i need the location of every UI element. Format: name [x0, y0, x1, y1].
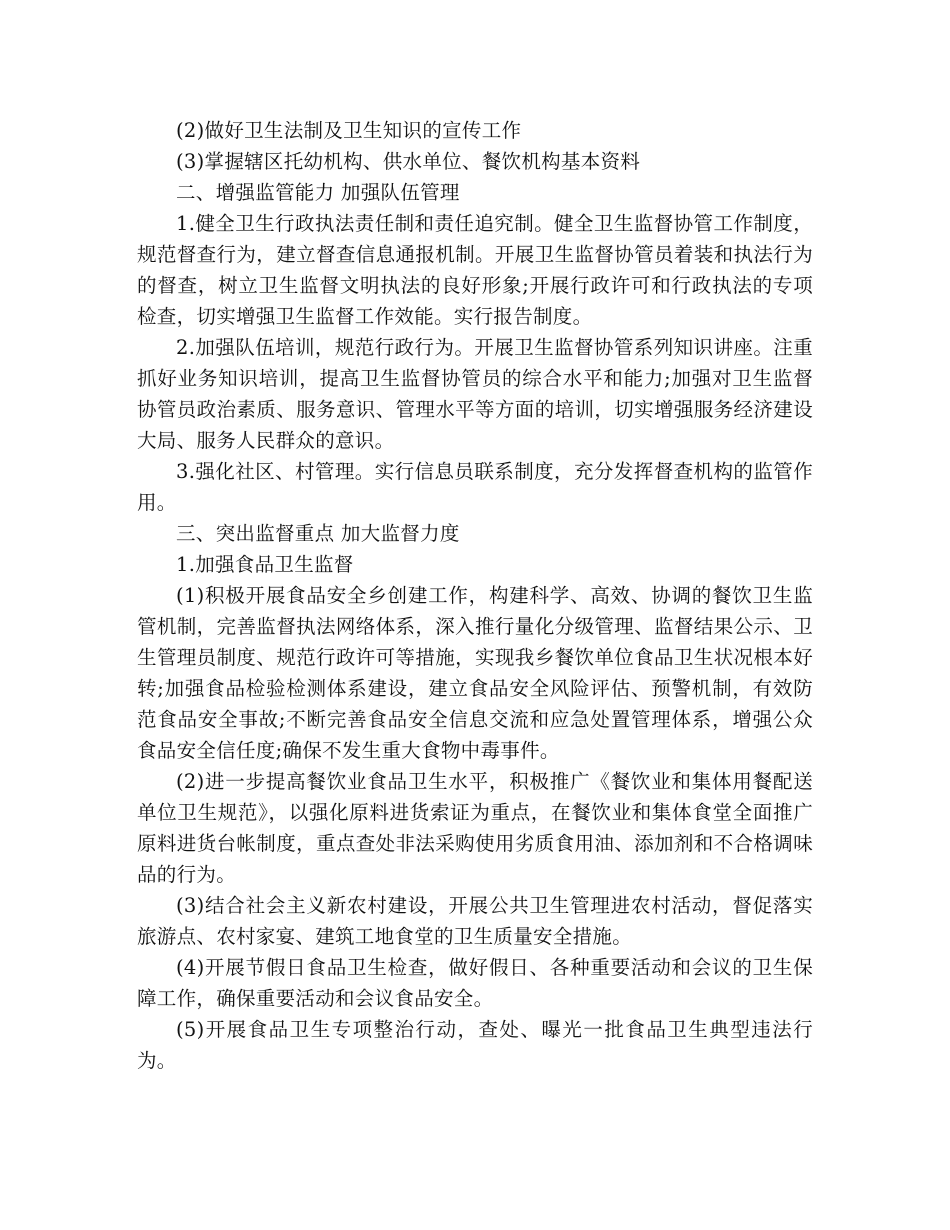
paragraph-catering: (2)进一步提高餐饮业食品卫生水平，积极推广《餐饮业和集体用餐配送单位卫生规范》，以强化原料进货索证为重点，在餐饮业和集体食堂全面推广原料进货台帐制度，重点查处非法采购使用劣质食用油、添加剂和不合格调味品的行为。 [137, 770, 813, 886]
paragraph-basic-data: (3)掌握辖区托幼机构、供水单位、餐饮机构基本资料 [176, 150, 641, 173]
paragraph-community: 3.强化社区、村管理。实行信息员联系制度，充分发挥督查机构的监管作用。 [137, 460, 813, 514]
paragraph-food-safety: (1)积极开展食品安全乡创建工作，构建科学、高效、协调的餐饮卫生监管机制，完善监督执法网络体系，深入推行量化分级管理、监督结果公示、卫生管理员制度、规范行政许可等措施，实现我乡餐饮单位食品卫生状况根本好转;加强食品检验检测体系建设，建立食品安全风险评估、预警机制，有效防范食品安全事故;不断完善食品安全信息交流和应急处置管理体系，增强公众食品安全信任度;确保不发生重大食物中毒事件。 [137, 584, 813, 762]
section-heading-2: 二、增强监管能力 加强队伍管理 [176, 181, 460, 204]
paragraph-rural: (3)结合社会主义新农村建设，开展公共卫生管理进农村活动，督促落实旅游点、农村家宴、建筑工地食堂的卫生质量安全措施。 [137, 894, 813, 948]
paragraph-holiday: (4)开展节假日食品卫生检查，做好假日、各种重要活动和会议的卫生保障工作，确保重要活动和会议食品安全。 [137, 956, 813, 1010]
subheading-food-hygiene: 1.加强食品卫生监督 [176, 553, 354, 576]
paragraph-publicity: (2)做好卫生法制及卫生知识的宣传工作 [176, 119, 522, 142]
paragraph-training: 2.加强队伍培训，规范行政行为。开展卫生监督协管系列知识讲座。注重抓好业务知识培训，提高卫生监督协管员的综合水平和能力;加强对卫生监督协管员政治素质、服务意识、管理水平等方面的培训，切实增强服务经济建设大局、服务人民群众的意识。 [137, 336, 813, 452]
paragraph-enforcement: (5)开展食品卫生专项整治行动，查处、曝光一批食品卫生典型违法行为。 [137, 1018, 813, 1072]
paragraph-responsibility: 1.健全卫生行政执法责任制和责任追究制。健全卫生监督协管工作制度，规范督查行为，建立督查信息通报机制。开展卫生监督协管员着装和执法行为的督查，树立卫生监督文明执法的良好形象;开展行政许可和行政执法的专项检查，切实增强卫生监督工作效能。实行报告制度。 [137, 212, 813, 328]
section-heading-3: 三、突出监督重点 加大监督力度 [176, 522, 460, 545]
document-body [137, 115, 813, 1076]
